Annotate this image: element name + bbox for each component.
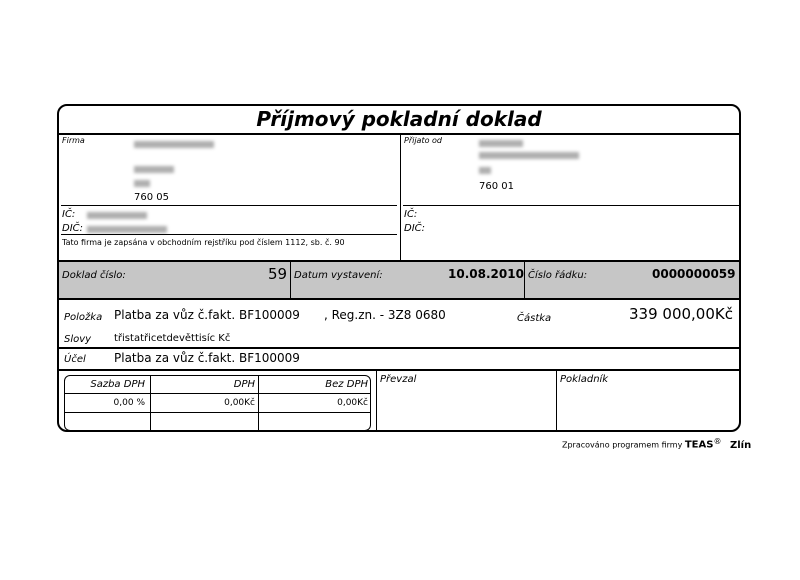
vat-rate-value: 0,00 % bbox=[113, 398, 145, 408]
header-band bbox=[59, 262, 741, 298]
firm-city-redacted bbox=[134, 180, 150, 187]
document-title: Příjmový pokladní doklad bbox=[256, 107, 542, 131]
payer-name-redacted bbox=[479, 140, 523, 147]
footer-credit bbox=[562, 437, 751, 451]
purpose-text: Platba za vůz č.fakt. BF100009 bbox=[114, 351, 300, 365]
line-number-label: Číslo řádku: bbox=[528, 270, 588, 281]
registry-note: Tato firma je zapsána v obchodním rejstříku pod číslem 1112, sb. č. 90 bbox=[62, 238, 345, 247]
received-from-label: Přijato od bbox=[404, 136, 443, 145]
footer-prefix: Zpracováno programem firmy bbox=[562, 440, 683, 450]
issue-date-label: Datum vystavení: bbox=[294, 270, 383, 281]
payer-postal-code: 760 01 bbox=[479, 181, 514, 192]
firm-label: Firma bbox=[62, 136, 85, 145]
payer-ic-label: IČ: bbox=[404, 209, 418, 220]
registered-mark: ® bbox=[713, 437, 722, 446]
purpose-label: Účel bbox=[64, 354, 86, 365]
amount-in-words: třistatřicetdevěttisíc Kč bbox=[114, 333, 231, 344]
amount-value: 339 000,00Kč bbox=[629, 305, 733, 323]
firm-ic-label: IČ: bbox=[62, 209, 76, 220]
band-divider-2 bbox=[524, 262, 525, 298]
line-number-value: 0000000059 bbox=[652, 267, 736, 281]
vat-table bbox=[64, 375, 371, 431]
firm-ids-divider bbox=[61, 234, 397, 235]
item-divider bbox=[59, 347, 741, 349]
vat-base-value: 0,00Kč bbox=[337, 398, 368, 408]
words-label: Slovy bbox=[64, 334, 92, 345]
band-divider-1 bbox=[290, 262, 291, 298]
firm-name-redacted bbox=[134, 141, 214, 148]
firm-street-redacted bbox=[134, 166, 174, 173]
purpose-divider bbox=[59, 369, 741, 371]
item-text: Platba za vůz č.fakt. BF100009 bbox=[114, 308, 300, 322]
issue-date-value: 10.08.2010 bbox=[448, 267, 524, 281]
firm-address-divider bbox=[61, 205, 397, 206]
item-label: Položka bbox=[64, 312, 103, 323]
vat-row-divider bbox=[65, 412, 371, 413]
firm-postal-code: 760 05 bbox=[134, 192, 169, 203]
vat-amount-value: 0,00Kč bbox=[224, 398, 255, 408]
payer-dic-label: DIČ: bbox=[404, 223, 426, 234]
transfer-label: Převzal bbox=[380, 374, 417, 385]
band-bottom-border bbox=[59, 298, 741, 300]
firm-dic-label: DIČ: bbox=[62, 223, 84, 234]
payer-address-divider bbox=[403, 205, 739, 206]
party-divider bbox=[400, 135, 401, 260]
signature-divider-2 bbox=[556, 371, 557, 432]
firm-dic-redacted bbox=[87, 226, 167, 233]
footer-city: Zlín bbox=[730, 439, 752, 451]
firm-ic-redacted bbox=[87, 212, 147, 219]
registration-text: , Reg.zn. - 3Z8 0680 bbox=[324, 308, 446, 322]
doc-number-label: Doklad číslo: bbox=[62, 270, 126, 281]
footer-brand: TEAS bbox=[684, 439, 714, 451]
vat-amount-header: DPH bbox=[233, 379, 255, 390]
cash-receipt-document bbox=[57, 104, 741, 432]
vat-header-divider bbox=[65, 393, 371, 394]
vat-rate-header: Sazba DPH bbox=[90, 379, 145, 390]
amount-label: Částka bbox=[517, 313, 552, 324]
vat-base-header: Bez DPH bbox=[325, 379, 368, 390]
payer-extra-redacted bbox=[479, 167, 491, 174]
cashier-label: Pokladník bbox=[560, 374, 609, 385]
payer-street-redacted bbox=[479, 152, 579, 159]
doc-number-value: 59 bbox=[268, 265, 288, 283]
signature-divider-1 bbox=[376, 371, 377, 432]
